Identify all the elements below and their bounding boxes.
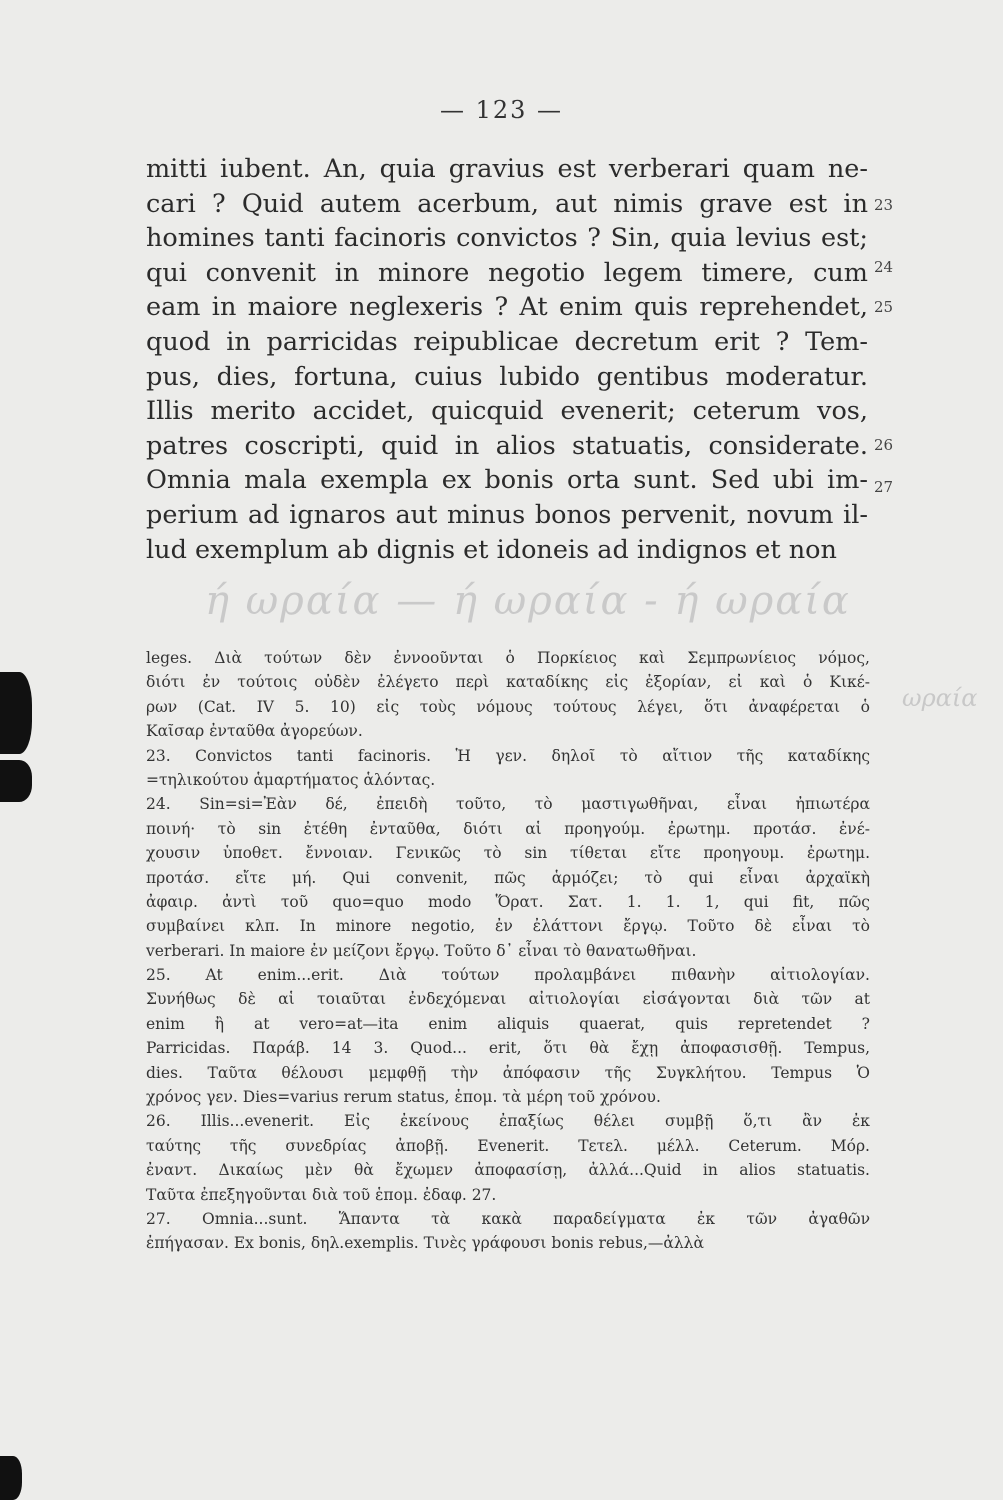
main-text-line: qui convenit in minore negotio legem timere, cum bbox=[146, 257, 868, 288]
note-line: 23. Convictos tanti facinoris. Ἡ γεν. δηλοῖ τὸ αἴτιον τῆς καταδίκης bbox=[146, 746, 870, 765]
greek-commentary-notes bbox=[146, 646, 870, 1256]
main-text-line: homines tanti facinoris convictos ? Sin, quia levius est; bbox=[146, 223, 868, 254]
note-line: 25. At enim...erit. Διὰ τούτων προλαμβάνει πιθανὴν αἰτιολογίαν. bbox=[146, 966, 870, 985]
note-line: 27. Omnia...sunt. Ἅπαντα τὰ κακὰ παραδείγματα ἐκ τῶν ἀγαθῶν bbox=[146, 1209, 870, 1228]
main-text-line: Omnia mala exempla ex bonis orta sunt. Sed ubi im- bbox=[146, 465, 868, 496]
page-number: — 123 — bbox=[439, 96, 564, 124]
main-text-line: pus, dies, fortuna, cuius lubido gentibus moderatur. bbox=[146, 361, 868, 392]
note-line: ποινή· τὸ sin ἐτέθη ἐνταῦθα, διότι αἱ προηγούμ. ἐρωτημ. προτάσ. ἐνέ- bbox=[146, 819, 870, 838]
note-line: enim ἢ at vero=at—ita enim aliquis quaerat, quis repretendet ? bbox=[146, 1014, 870, 1033]
note-line: Συνήθως δὲ αἱ τοιαῦται ἐνδεχόμεναι αἰτιολογίαι εἰσάγονται διὰ τῶν at bbox=[146, 990, 870, 1009]
ink-blot bbox=[0, 672, 32, 754]
main-latin-text bbox=[146, 152, 868, 567]
note-line: Ταῦτα ἐπεξηγοῦνται διὰ τοῦ ἑπομ. ἐδαφ. 27. bbox=[146, 1185, 497, 1204]
note-line: verberari. In maiore ἐν μείζονι ἔργῳ. Τοῦτο δ᾽ εἶναι τὸ θανατωθῆναι. bbox=[146, 941, 697, 960]
note-line: ἐπήγασαν. Ex bonis, δηλ.exemplis. Τινὲς γράφουσι bonis rebus,—ἀλλὰ bbox=[146, 1234, 704, 1253]
note-line: χρόνος γεν. Dies=varius rerum status, ἑπομ. τὰ μέρη τοῦ χρόνου. bbox=[146, 1088, 661, 1107]
note-line: ρων (Cat. IV 5. 10) εἰς τοὺς νόμους τούτους λέγει, ὅτι ἀναφέρεται ὁ bbox=[146, 697, 870, 716]
ink-blot bbox=[0, 760, 32, 802]
note-line: χουσιν ὑποθετ. ἔννοιαν. Γενικῶς τὸ sin τίθεται εἴτε προηγουμ. ἐρωτημ. bbox=[146, 844, 870, 863]
margin-number: 25 bbox=[874, 298, 894, 316]
note-line: 26. Illis...evenerit. Εἰς ἐκείνους ἐπαξίως θέλει συμβῇ ὅ,τι ἂν ἐκ bbox=[146, 1112, 870, 1131]
note-line: =τηλικούτου ἁμαρτήματος ἁλόντας. bbox=[146, 770, 436, 789]
main-text-line: patres coscripti, quid in alios statuatis, considerate. bbox=[146, 430, 868, 461]
note-line: συμβαίνει κλπ. In minore negotio, ἐν ἐλάττονι ἔργῳ. Τοῦτο δὲ εἶναι τὸ bbox=[146, 917, 870, 936]
note-line: leges. Διὰ τούτων δὲν ἐννοοῦνται ὁ Πορκίειος καὶ Σεμπρωνίειος νόμος, bbox=[146, 649, 870, 667]
main-text-line: mitti iubent. An, quia gravius est verberari quam ne- bbox=[146, 154, 868, 184]
ink-blot bbox=[0, 1456, 22, 1500]
margin-number: 23 bbox=[874, 196, 894, 214]
handwritten-annotation: ή ωραία — ή ωραία - ή ωραία bbox=[205, 578, 851, 624]
main-text-line: perium ad ignaros aut minus bonos pervenit, novum il- bbox=[146, 499, 868, 530]
main-text-line: cari ? Quid autem acerbum, aut nimis grave est in bbox=[146, 188, 868, 219]
note-line: ταύτης τῆς συνεδρίας ἀποβῇ. Evenerit. Τετελ. μέλλ. Ceterum. Μόρ. bbox=[146, 1136, 870, 1155]
main-text-line: quod in parricidas reipublicae decretum erit ? Tem- bbox=[146, 326, 868, 357]
margin-number: 24 bbox=[874, 258, 894, 276]
main-text-line: eam in maiore neglexeris ? At enim quis reprehendet, bbox=[146, 292, 868, 323]
handwritten-margin-annotation: ωραία bbox=[902, 684, 978, 712]
main-text-line: Illis merito accidet, quicquid evenerit; ceterum vos, bbox=[146, 396, 868, 427]
note-line: ἀφαιρ. ἀντὶ τοῦ quo=quo modo Ὅρατ. Σατ. 1. 1. 1, qui fit, πῶς bbox=[146, 892, 870, 911]
note-line: 24. Sin=si=Ἐὰν δέ, ἐπειδὴ τοῦτο, τὸ μαστιγωθῆναι, εἶναι ἠπιωτέρα bbox=[146, 795, 870, 814]
note-line: Parricidas. Παράβ. 14 3. Quod... erit, ὅτι θὰ ἔχῃ ἀποφασισθῇ. Tempus, bbox=[146, 1039, 870, 1058]
note-line: Καῖσαρ ἐνταῦθα ἀγορεύων. bbox=[146, 722, 363, 741]
margin-number: 26 bbox=[874, 436, 894, 454]
note-line: ἐναντ. Δικαίως μὲν θὰ ἔχωμεν ἀποφασίσῃ, ἀλλά...Quid in alios statuatis. bbox=[146, 1161, 870, 1180]
note-line: προτάσ. εἴτε μή. Qui convenit, πῶς ἁρμόζει; τὸ qui εἶναι ἀρχαϊκὴ bbox=[146, 868, 870, 887]
main-text-line: lud exemplum ab dignis et idoneis ad indignos et non bbox=[146, 534, 837, 565]
note-line: dies. Ταῦτα θέλουσι μεμφθῇ τὴν ἀπόφασιν τῆς Συγκλήτου. Tempus Ὁ bbox=[146, 1063, 870, 1082]
margin-number: 27 bbox=[874, 478, 894, 496]
note-line: διότι ἐν τούτοις οὐδὲν ἐλέγετο περὶ καταδίκης εἰς ἐξορίαν, εἰ καὶ ὁ Κικέ- bbox=[146, 673, 870, 692]
